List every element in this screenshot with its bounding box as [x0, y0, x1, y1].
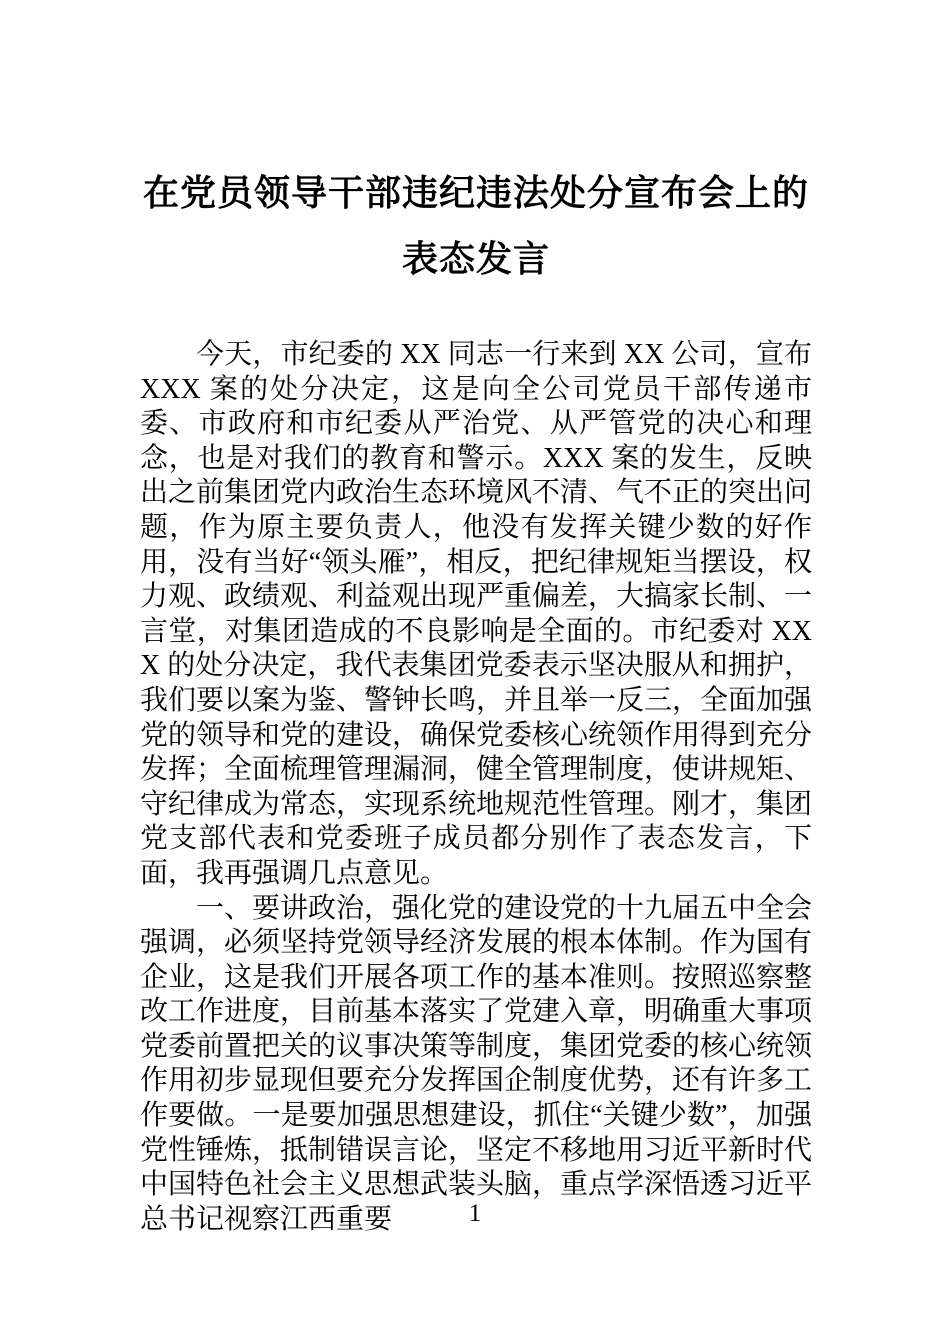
page-number: 1: [468, 1200, 482, 1227]
document-title: [140, 160, 812, 292]
document-content: [140, 160, 812, 1237]
body-paragraph-1: 今天，市纪委的 XX 同志一行来到 XX 公司，宣布 XXX 案的处分决定，这是向全公司党员干部传递市委、市政府和市纪委从严治党、从严管党的决心和理念，也是对我们的教育和警示。XXX 案的发生，反映出之前集团党内政治生态环境风不清、气不正的突出问题，作为原主要负责人，他没有发挥关键少数的好作用，没有当好“领头雁”，相反，把纪律规矩当摆设，权力观、政绩观、利益观出现严重偏差，大搞家长制、一言堂，对集团造成的不良影响是全面的。市纪委对 XXX 的处分决定，我代表集团党委表示坚决服从和拥护，我们要以案为鉴、警钟长鸣，并且举一反三，全面加强党的领导和党的建设，确保党委核心统领作用得到充分发挥；全面梳理管理漏洞，健全管理制度，使讲规矩、守纪律成为常态，实现系统地规范性管理。刚才，集团党支部代表和党委班子成员都分别作了表态发言，下面，我再强调几点意见。: [140, 339, 813, 889]
body-paragraph-2: 一、要讲政治，强化党的建设党的十九届五中全会强调，必须坚持党领导经济发展的根本体制。作为国有企业，这是我们开展各项工作的基本准则。按照巡察整改工作进度，目前基本落实了党建入章，明确重大事项党委前置把关的议事决策等制度，集团党委的核心统领作用初步显现但要充分发挥国企制度优势，还有许多工作要做。一是要加强思想建设，抓住“关键少数”，加强党性锤炼，抵制错误言论，坚定不移地用习近平新时代中国特色社会主义思想武装头脑，重点学深悟透习近平总书记视察江西重要: [140, 892, 813, 1235]
title-line-1: 在党员领导干部违纪违法处分宣布会上的: [142, 173, 809, 213]
title-line-2: 表态发言: [401, 239, 550, 279]
